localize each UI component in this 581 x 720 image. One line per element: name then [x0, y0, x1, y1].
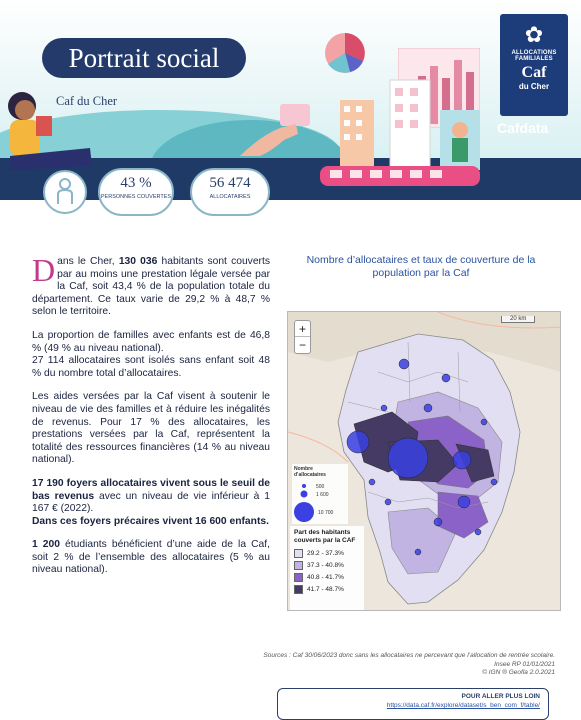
map-title: Nombre d’allocataires et taux de couverture de la population par la Caf: [306, 254, 536, 279]
stat-allocataires-label: ALLOCATAIRES: [209, 194, 251, 200]
legend-swatch: [294, 585, 303, 594]
legend-item: 41.7 - 48.7%: [294, 585, 360, 594]
bubble-legend-symbols: [294, 480, 344, 526]
stat-allocataires-value: 56 474: [209, 175, 251, 191]
paragraph-intro: Dans le Cher, 130 036 habitants sont couverts par au moins une prestation légale versée par la Caf, soit 43,4 % de la population totale du département. Ce taux varie de 29,2 % à 48,7 % selon le territoire.: [32, 252, 270, 318]
zoom-out-button[interactable]: −: [298, 338, 306, 352]
cafdata-brand: Cafdata: [497, 120, 549, 136]
more-info-link[interactable]: https://data.caf.fr/explore/dataset/s_ben_com_f/table/: [386, 702, 540, 709]
sources-note: Sources : Caf 30/06/2023 donc sans les allocataires ne percevant que l’allocation de rentrée scolaire. Insee RP 01/01/2021 © IGN ® Geofla 2.0.2021: [263, 652, 555, 676]
logo-line-3: du Cher: [518, 82, 550, 91]
legend-swatch: [294, 549, 303, 558]
bubble-legend: [292, 464, 348, 524]
hand-illustration: [240, 96, 320, 156]
bubble-legend-title: Nombre d’allocataires: [294, 466, 326, 478]
header-banner: [0, 0, 581, 200]
zoom-control: [294, 320, 311, 354]
zoom-in-button[interactable]: +: [295, 321, 310, 337]
legend-item: 37.3 - 40.8%: [294, 561, 360, 570]
paragraph-families: La proportion de familles avec enfants est de 46,8 % (49 % au niveau national). 27 114 allocataires sont isolés sans enfant soit 48 % du nombre total d’allocataires.: [32, 329, 270, 379]
person-icon: [43, 170, 87, 214]
color-legend-title: Part des habitants couverts par la CAF: [294, 529, 356, 544]
body-text: [32, 252, 270, 588]
legend-item: 29.2 - 37.3%: [294, 549, 360, 558]
city-illustration: [300, 70, 500, 200]
family-logo-icon: ✿: [524, 22, 544, 47]
choropleth-map[interactable]: [287, 311, 561, 611]
caf-logo: [500, 14, 568, 116]
legend-swatch: [294, 573, 303, 582]
paragraph-students: 1 200 étudiants bénéficient d’une aide de la Caf, soit 2 % de l’ensemble des allocataires (5 % au niveau national).: [32, 539, 270, 576]
stat-coverage-value: 43 %: [120, 175, 152, 191]
logo-line-1: ALLOCATIONS FAMILIALES: [511, 50, 557, 62]
paragraph-aids: Les aides versées par la Caf visent à soutenir le niveau de vie des familles et à réduire les inégalités de revenus. Pour 17 % des allocataires, les prestations versées par la Caf, représentent la totalité des ressources financières (14 % au niveau national).: [32, 391, 270, 466]
bubble-legend-value: 500: [316, 484, 325, 490]
drop-cap: D: [32, 252, 56, 288]
color-legend: [290, 526, 364, 611]
legend-swatch: [294, 561, 303, 570]
legend-item: 40.8 - 41.7%: [294, 573, 360, 582]
more-info-title: POUR ALLER PLUS LOIN: [461, 693, 540, 700]
bubble-legend-value: 10 700: [318, 510, 334, 516]
map-scale: 20 km: [501, 316, 535, 323]
page-title: Portrait social: [42, 38, 246, 78]
bubble-legend-value: 1 600: [316, 492, 329, 498]
stat-coverage: [98, 168, 174, 216]
page-subtitle: Caf du Cher: [56, 94, 118, 108]
stat-coverage-label: PERSONNES COUVERTES: [100, 194, 172, 200]
logo-line-2: Caf: [521, 64, 547, 81]
stat-allocataires: [190, 168, 270, 216]
paragraph-low-income: 17 190 foyers allocataires vivent sous le seuil de bas revenus avec un niveau de vie inférieur à 1 167 € (2022). Dans ces foyers précaires vivent 16 600 enfants.: [32, 477, 270, 527]
more-info-box: [277, 688, 549, 720]
